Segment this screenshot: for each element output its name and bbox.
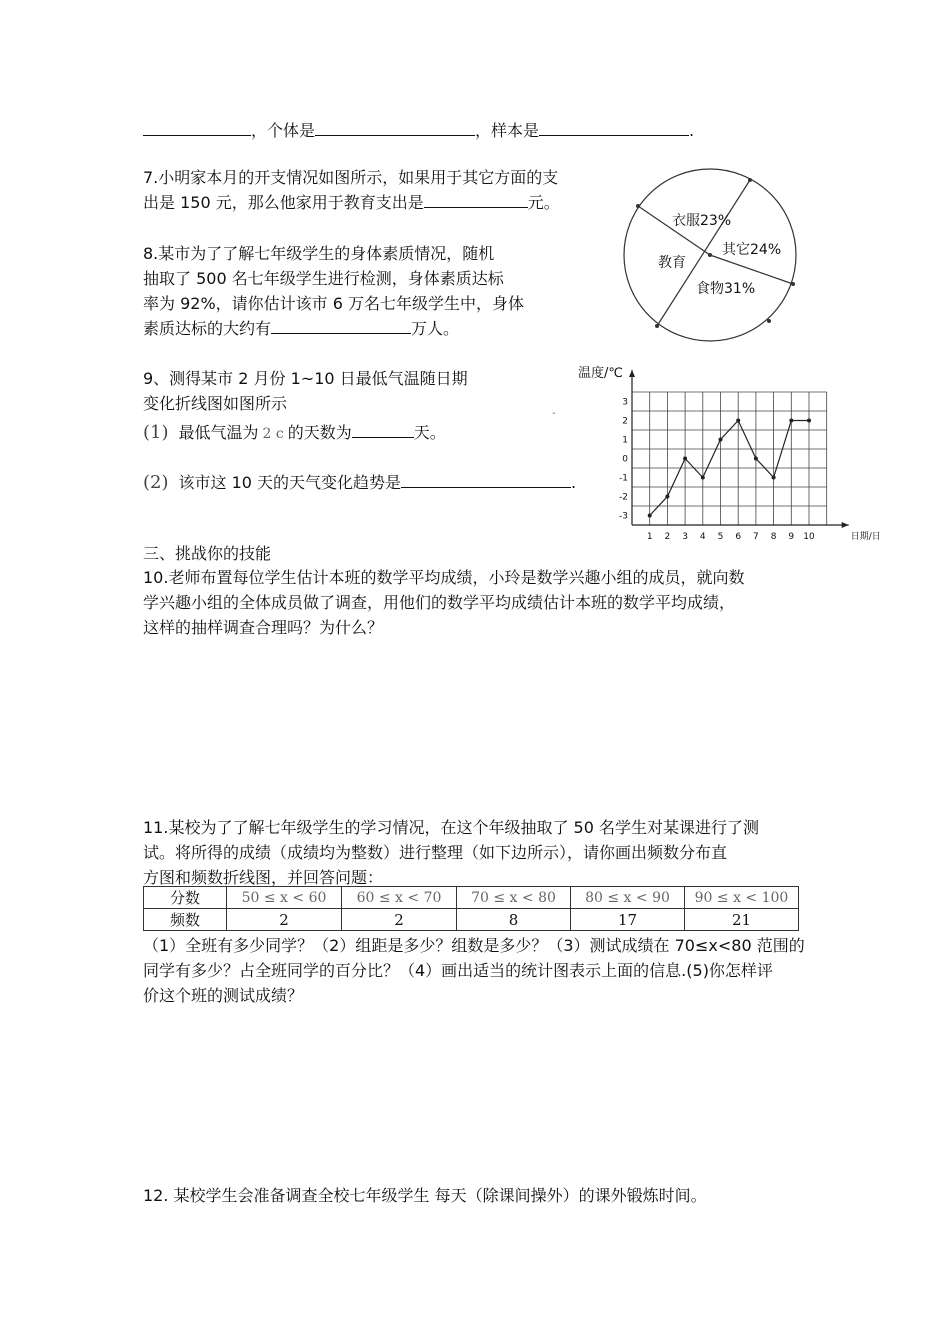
pie-point: [791, 282, 795, 286]
question-7: 7.小明家本月的开支情况如图所示，如果用于其它方面的支 出是 150 元，那么他家用于教育支出是 元。: [143, 168, 560, 212]
sub-number: (1): [143, 422, 169, 443]
temperature-line-chart: [600, 380, 881, 565]
x-tick-label: 10: [803, 532, 815, 542]
table-cell: 2: [342, 909, 457, 931]
data-point: [789, 419, 793, 423]
y-tick-label: -3: [619, 511, 628, 522]
data-point: [683, 457, 687, 461]
x-tick-label: 4: [699, 532, 706, 542]
pie-point: [767, 319, 771, 323]
answer-blank[interactable]: [352, 423, 414, 438]
q6-tail-line: ，个体是 ，样本是 .: [143, 118, 694, 141]
x-tick-label: 2: [664, 532, 671, 542]
x-tick-label: 9: [788, 532, 795, 542]
y-tick-label: -2: [619, 492, 628, 503]
data-point: [754, 457, 758, 461]
x-tick-label: 3: [682, 532, 688, 542]
table-cell: 17: [571, 909, 685, 931]
x-tick-label: 6: [735, 532, 742, 542]
y-tick-label: 0: [622, 454, 628, 465]
question-9: 9、测得某市 2 月份 1~10 日最低气温随日期 变化折线图如图所示: [143, 369, 468, 413]
data-point: [648, 514, 652, 518]
x-axis-arrow: [842, 522, 849, 528]
x-tick-label: 7: [753, 532, 759, 542]
x-tick-label: 5: [717, 532, 724, 542]
question-9-sub1: (1) 最低气温为 2 c 的天数为 天。: [143, 422, 446, 443]
x-axis-label: 日期/日: [850, 532, 881, 542]
expense-pie-chart: [620, 168, 802, 344]
math-expression: 2 c: [262, 426, 284, 442]
pie-divider: [710, 255, 793, 284]
question-8: 8.某市为了了解七年级学生的身体素质情况，随机 抽取了 500 名七年级学生进行检测，身体素质达标 率为 92%，请你估计该市 6 万名七年级学生中，身体 素质达标的大约有 万人。: [143, 244, 525, 338]
answer-blank[interactable]: [424, 193, 528, 208]
answer-blank[interactable]: [315, 121, 475, 136]
data-point: [772, 476, 776, 480]
data-point: [701, 476, 705, 480]
table-cell: 8: [457, 909, 571, 931]
y-tick-label: -1: [619, 473, 628, 484]
data-point: [807, 419, 811, 423]
y-tick-label: 1: [622, 435, 628, 446]
frequency-table: [143, 886, 799, 931]
table-cell: 60 ≤ x < 70: [342, 887, 457, 909]
data-point: [665, 495, 669, 499]
pie-point: [708, 253, 712, 257]
section-3-title: 三、挑战你的技能: [143, 544, 272, 563]
answer-blank[interactable]: [401, 473, 571, 488]
x-tick-label: 8: [770, 532, 777, 542]
pie-label-clothing: 衣服23%: [672, 213, 732, 229]
y-tick-label: 3: [622, 397, 628, 408]
pie-point: [636, 204, 640, 208]
answer-blank[interactable]: [143, 121, 251, 136]
stray-mark: -: [552, 408, 556, 419]
pie-label-food: 食物31%: [696, 281, 756, 297]
table-cell: 50 ≤ x < 60: [227, 887, 342, 909]
pie-point: [748, 178, 752, 182]
question-12: 12. 某校学生会准备调查全校七年级学生 每天（除课间操外）的课外锻炼时间。: [143, 1186, 707, 1205]
table-cell: 分数: [144, 887, 227, 909]
answer-blank[interactable]: [539, 121, 689, 136]
question-11-subquestions: （1）全班有多少同学？（2）组距是多少？组数是多少？（3）测试成绩在 70≤x<80 范围的 同学有多少？占全班同学的百分比？（4）画出适当的统计图表示上面的信息.(5)你怎样评 价这个班的测试成绩？: [143, 936, 805, 1005]
pie-point: [655, 324, 659, 328]
table-cell: 70 ≤ x < 80: [457, 887, 571, 909]
table-cell: 21: [685, 909, 799, 931]
question-10: 10.老师布置每位学生估计本班的数学平均成绩，小玲是数学兴趣小组的成员，就向数 学兴趣小组的全体成员做了调查，用他们的数学平均成绩估计本班的数学平均成绩， 这样的抽样调查合理吗？为什么？: [143, 568, 745, 637]
pie-label-education: 教育: [658, 255, 686, 271]
table-cell: 2: [227, 909, 342, 931]
table-row: [144, 909, 799, 931]
y-tick-label: 2: [622, 416, 628, 427]
table-row: [144, 887, 799, 909]
table-cell: 频数: [144, 909, 227, 931]
table-cell: 80 ≤ x < 90: [571, 887, 685, 909]
data-point: [719, 438, 723, 442]
pie-label-other: 其它24%: [722, 242, 782, 258]
sub-number: (2): [143, 472, 169, 493]
data-point: [736, 419, 740, 423]
y-axis-arrow: [629, 370, 635, 377]
chart-ylabel: 温度/℃: [578, 366, 623, 381]
answer-blank[interactable]: [271, 319, 411, 334]
question-9-sub2: (2) 该市这 10 天的天气变化趋势是 .: [143, 472, 577, 493]
x-tick-label: 1: [646, 532, 653, 542]
question-11: 11.某校为了了解七年级学生的学习情况，在这个年级抽取了 50 名学生对某课进行了测 试。将所得的成绩（成绩均为整数）进行整理（如下边所示），请你画出频数分布直 方图和频数折线图，并回答问题：: [143, 818, 759, 887]
table-cell: 90 ≤ x < 100: [685, 887, 799, 909]
